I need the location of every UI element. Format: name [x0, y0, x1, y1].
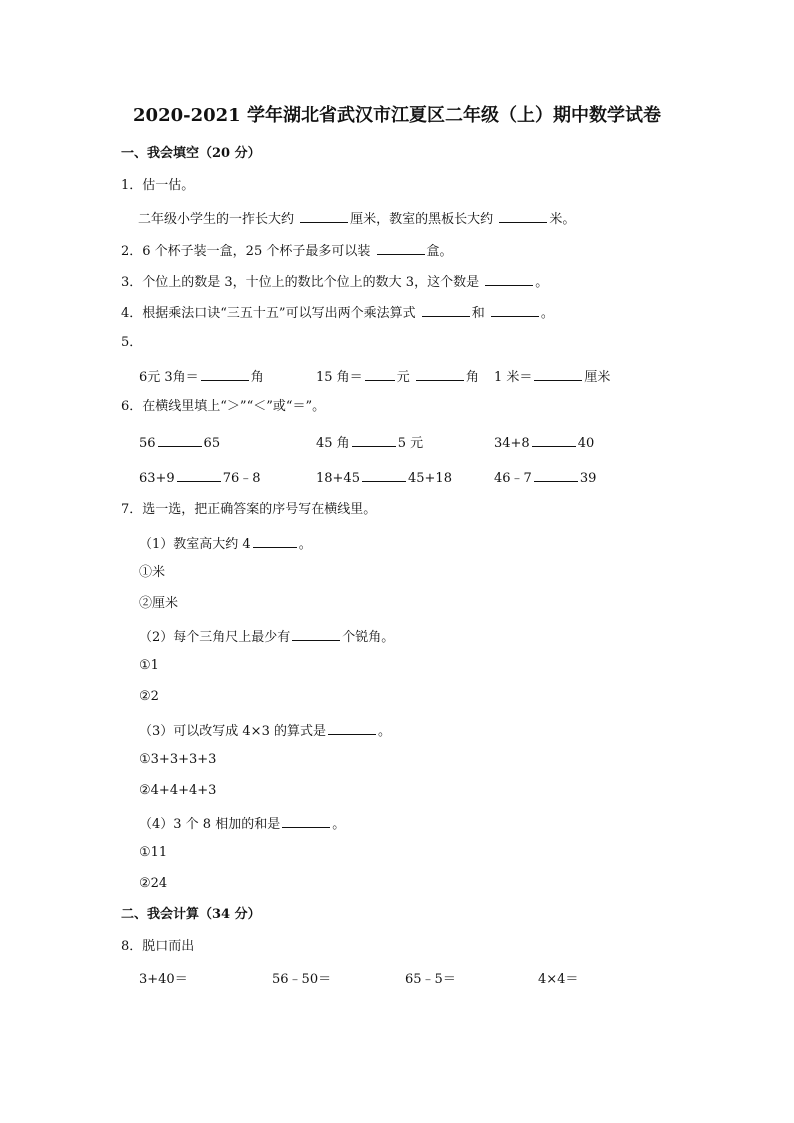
compare-left: 56 [139, 436, 156, 451]
question-5-item-3-text: 1 米＝ [494, 370, 533, 385]
question-7-part-3 [139, 722, 391, 738]
answer-blank[interactable] [158, 434, 202, 447]
compare-item [139, 434, 220, 450]
question-4-text-c: 。 [540, 306, 554, 321]
question-1-text-b: 厘米，教室的黑板长大约 [350, 212, 494, 227]
question-5-item-3-unit: 厘米 [584, 370, 611, 385]
question-6-stem: 6．在横线里填上“＞”“＜”或“＝”。 [121, 399, 326, 414]
question-4-text-a: 4．根据乘法口诀“三五十五”可以写出两个乘法算式 [121, 306, 416, 321]
answer-blank[interactable] [491, 304, 539, 317]
answer-blank[interactable] [485, 273, 533, 286]
oral-calc-item: 3+40＝ [139, 972, 188, 987]
question-2 [121, 242, 453, 258]
compare-left: 45 角 [316, 436, 350, 451]
answer-blank[interactable] [532, 434, 576, 447]
question-7-part-4-end: 。 [332, 817, 346, 832]
question-3-text-a: 3．个位上的数是 3，十位上的数比个位上的数大 3，这个数是 [121, 275, 480, 290]
question-7-part-3-text: （3）可以改写成 4×3 的算式是 [139, 724, 326, 739]
compare-right: 40 [577, 436, 595, 451]
compare-left: 46﹣7 [494, 471, 532, 486]
answer-blank[interactable] [282, 815, 330, 828]
compare-left: 63+9 [139, 471, 175, 486]
question-2-text-b: 盒。 [426, 244, 453, 259]
question-5-item-1-text: 6元 3角＝ [139, 370, 199, 385]
option: ②2 [139, 689, 159, 704]
section-heading-fill-in: 一、我会填空（20 分） [121, 146, 261, 161]
oral-calc-item: 65﹣5＝ [405, 972, 456, 987]
question-7-part-1-text: （1）教室高大约 4 [139, 537, 251, 552]
answer-blank[interactable] [362, 469, 406, 482]
option: ①11 [139, 845, 168, 860]
option: ①3+3+3+3 [139, 752, 217, 767]
answer-blank[interactable] [416, 368, 464, 381]
question-5-item-1 [139, 368, 264, 384]
question-3 [121, 273, 548, 289]
question-7-part-4 [139, 815, 345, 831]
answer-blank[interactable] [201, 368, 249, 381]
question-4 [121, 304, 554, 320]
compare-item [494, 434, 594, 450]
question-1-text-a: 二年级小学生的一拃长大约 [138, 212, 295, 227]
answer-blank[interactable] [352, 434, 396, 447]
answer-blank[interactable] [365, 368, 395, 381]
compare-item [316, 434, 423, 450]
question-7-stem: 7．选一选，把正确答案的序号写在横线里。 [121, 502, 377, 517]
question-7-part-3-end: 。 [377, 724, 391, 739]
compare-item [139, 469, 261, 485]
question-7-part-1-end: 。 [298, 537, 312, 552]
option: ①米 [139, 565, 166, 580]
question-8-stem: 8．脱口而出 [121, 939, 195, 954]
question-7-part-2-end: 个锐角。 [342, 630, 395, 645]
compare-right: 39 [579, 471, 597, 486]
answer-blank[interactable] [328, 722, 376, 735]
answer-blank[interactable] [534, 368, 582, 381]
answer-blank[interactable] [422, 304, 470, 317]
question-3-text-b: 。 [535, 275, 549, 290]
answer-blank[interactable] [499, 210, 547, 223]
answer-blank[interactable] [292, 628, 340, 641]
compare-item [316, 469, 452, 485]
oral-calc-item: 4×4＝ [538, 972, 579, 987]
page-title: 2020-2021 学年湖北省武汉市江夏区二年级（上）期中数学试卷 [133, 105, 661, 126]
question-1-stem: 1．估一估。 [121, 178, 195, 193]
compare-right: 5 元 [397, 436, 424, 451]
compare-left: 34+8 [494, 436, 530, 451]
question-4-text-b: 和 [471, 306, 485, 321]
question-5-item-1-unit: 角 [250, 370, 264, 385]
question-5-item-2-unit-b: 角 [465, 370, 479, 385]
compare-left: 18+45 [316, 471, 360, 486]
question-7-part-2 [139, 628, 394, 644]
compare-right: 65 [203, 436, 221, 451]
question-5-item-3 [494, 368, 610, 384]
option: ②24 [139, 876, 168, 891]
option: ①1 [139, 658, 159, 673]
question-5-item-2 [316, 368, 479, 384]
question-5-item-2-unit-a: 元 [396, 370, 410, 385]
question-7-part-1 [139, 535, 312, 551]
option: ②厘米 [139, 596, 179, 611]
answer-blank[interactable] [534, 469, 578, 482]
answer-blank[interactable] [253, 535, 297, 548]
question-5-item-2-text: 15 角＝ [316, 370, 363, 385]
compare-item [494, 469, 596, 485]
question-1-body [138, 210, 575, 226]
option: ②4+4+4+3 [139, 783, 217, 798]
question-7-part-4-text: （4）3 个 8 相加的和是 [139, 817, 281, 832]
answer-blank[interactable] [177, 469, 221, 482]
answer-blank[interactable] [377, 242, 425, 255]
question-1-text-c: 米。 [549, 212, 576, 227]
compare-right: 45+18 [407, 471, 452, 486]
question-2-text-a: 2．6 个杯子装一盒，25 个杯子最多可以装 [121, 244, 371, 259]
question-7-part-2-text: （2）每个三角尺上最少有 [139, 630, 291, 645]
answer-blank[interactable] [300, 210, 348, 223]
question-5-stem: 5． [121, 335, 143, 350]
section-heading-calculation: 二、我会计算（34 分） [121, 907, 261, 922]
oral-calc-item: 56﹣50＝ [272, 972, 332, 987]
compare-right: 76﹣8 [222, 471, 261, 486]
